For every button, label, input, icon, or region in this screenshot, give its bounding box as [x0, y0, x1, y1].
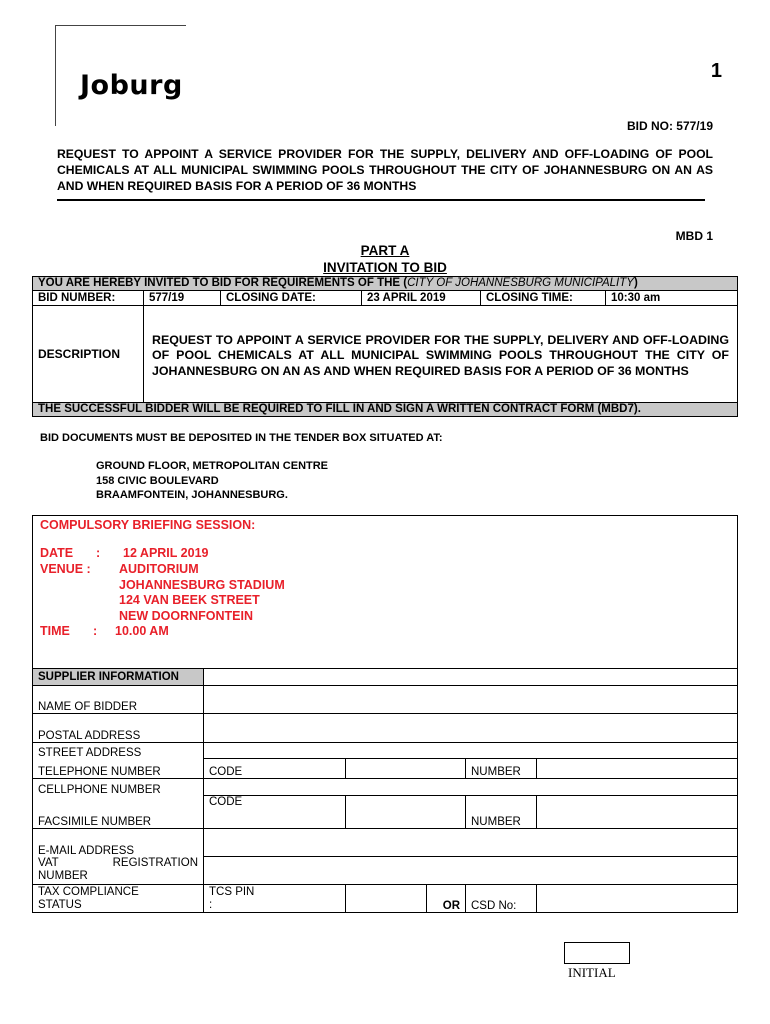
- part-heading: [0, 242, 770, 276]
- closing-date-value: 23 APRIL 2019: [362, 291, 481, 306]
- tcs-pin-field[interactable]: [346, 885, 427, 913]
- postal-address-field[interactable]: [204, 714, 738, 743]
- or-label: OR: [427, 885, 466, 913]
- description-label: DESCRIPTION: [33, 306, 144, 403]
- facsimile-number-label: FACSIMILE NUMBER: [33, 796, 204, 829]
- invitation-prefix: YOU ARE HEREBY INVITED TO BID FOR REQUIREMENTS OF THE (: [38, 277, 408, 289]
- name-of-bidder-label: NAME OF BIDDER: [33, 686, 204, 714]
- tax-compliance-label: [33, 885, 204, 913]
- briefing-session-box: [32, 515, 738, 669]
- facsimile-number-field[interactable]: [537, 796, 738, 829]
- tcs-pin-label: [204, 885, 346, 913]
- vat-label-part: REGISTRATION: [112, 857, 198, 870]
- name-of-bidder-field[interactable]: [204, 686, 738, 714]
- tender-box-address: [96, 459, 328, 503]
- joburg-logo: Joburg: [80, 70, 183, 101]
- briefing-venue-value: [119, 562, 285, 624]
- cellphone-number-field[interactable]: [204, 779, 738, 796]
- csd-number-label: CSD No:: [466, 885, 537, 913]
- initial-label: INITIAL: [568, 965, 616, 980]
- telephone-code-field[interactable]: [346, 759, 466, 779]
- briefing-time-value: 10.00 AM: [115, 624, 169, 638]
- supplier-info-header: SUPPLIER INFORMATION: [33, 669, 204, 686]
- briefing-venue-label: VENUE :: [40, 562, 91, 576]
- tax-label-part: STATUS: [38, 898, 82, 911]
- invitation-table: [32, 276, 738, 417]
- venue-line: 124 VAN BEEK STREET: [119, 593, 260, 607]
- bid-number-heading: BID NO: 577/19: [626, 119, 713, 133]
- initial-box[interactable]: [564, 942, 630, 964]
- street-address-label: STREET ADDRESS: [33, 743, 204, 759]
- invitation-banner: [33, 277, 738, 291]
- csd-number-field[interactable]: [537, 885, 738, 913]
- part-subtitle: INVITATION TO BID: [323, 260, 447, 275]
- title-divider: [57, 199, 705, 201]
- invitation-entity: CITY OF JOHANNESBURG MUNICIPALITY: [407, 277, 634, 289]
- deposit-instruction: BID DOCUMENTS MUST BE DEPOSITED IN THE TENDER BOX SITUATED AT:: [40, 432, 443, 444]
- tax-label-part: TAX COMPLIANCE: [38, 885, 139, 898]
- vat-registration-label: [33, 857, 204, 885]
- page-number: 1: [710, 60, 722, 82]
- part-title: PART A: [360, 243, 410, 258]
- briefing-time-colon: :: [93, 624, 98, 638]
- document-title: REQUEST TO APPOINT A SERVICE PROVIDER FOR THE SUPPLY, DELIVERY AND OFF-LOADING OF POOL CHEMICALS AT ALL MUNICIPAL SWIMMING POOLS THROUGHOUT THE CITY OF JOHANNESBURG ON AN AS AND WHEN REQUIRED BASIS FOR A PERIOD OF 36 MONTHS: [57, 147, 713, 193]
- bid-number-label: BID NUMBER:: [33, 291, 144, 306]
- vat-label-part: NUMBER: [38, 870, 88, 883]
- supplier-header-blank: [204, 669, 738, 686]
- facsimile-number-label-2: NUMBER: [466, 796, 537, 829]
- facsimile-code-label: CODE: [204, 796, 346, 829]
- briefing-title: COMPULSORY BRIEFING SESSION:: [40, 518, 256, 532]
- venue-line: JOHANNESBURG STADIUM: [119, 577, 285, 592]
- bid-number-value: 577/19: [144, 291, 221, 306]
- briefing-time-label: TIME: [40, 624, 70, 638]
- invitation-suffix: ): [633, 277, 638, 289]
- telephone-number-label-2: NUMBER: [466, 759, 537, 779]
- email-address-field[interactable]: [204, 829, 738, 857]
- telephone-code-label: CODE: [204, 759, 346, 779]
- form-code: MBD 1: [675, 229, 713, 243]
- telephone-number-field[interactable]: [537, 759, 738, 779]
- closing-date-label: CLOSING DATE:: [221, 291, 362, 306]
- briefing-date-colon: :: [96, 546, 101, 560]
- briefing-date-label: DATE: [40, 546, 74, 560]
- briefing-date-value: 12 APRIL 2019: [123, 546, 209, 560]
- address-line: GROUND FLOOR, METROPOLITAN CENTRE: [96, 460, 329, 472]
- closing-time-value: 10:30 am: [606, 291, 738, 306]
- vat-registration-field[interactable]: [204, 857, 738, 885]
- supplier-information-table: [32, 668, 738, 913]
- tcs-pin-colon: :: [209, 898, 213, 911]
- email-address-label: E-MAIL ADDRESS: [33, 829, 204, 857]
- venue-line: AUDITORIUM: [119, 562, 199, 576]
- tcs-pin-text: TCS PIN: [209, 885, 255, 898]
- address-line: 158 CIVIC BOULEVARD: [96, 474, 219, 487]
- venue-line: NEW DOORNFONTEIN: [119, 608, 254, 623]
- contract-notice: THE SUCCESSFUL BIDDER WILL BE REQUIRED TO FILL IN AND SIGN A WRITTEN CONTRACT FORM (MBD7).: [33, 403, 738, 417]
- facsimile-code-field[interactable]: [346, 796, 466, 829]
- cellphone-number-label: CELLPHONE NUMBER: [33, 779, 204, 796]
- vat-label-part: VAT: [38, 857, 59, 870]
- telephone-number-label: TELEPHONE NUMBER: [33, 759, 204, 779]
- postal-address-label: POSTAL ADDRESS: [33, 714, 204, 743]
- description-value: REQUEST TO APPOINT A SERVICE PROVIDER FOR THE SUPPLY, DELIVERY AND OFF-LOADING OF POOL CHEMICALS AT ALL MUNICIPAL SWIMMING POOLS THROUGHOUT THE CITY OF JOHANNESBURG ON AN AS AND WHEN REQUIRED BASIS FOR A PERIOD OF 36 MONTHS: [144, 306, 738, 403]
- address-line: BRAAMFONTEIN, JOHANNESBURG.: [96, 489, 288, 501]
- closing-time-label: CLOSING TIME:: [481, 291, 606, 306]
- street-address-field[interactable]: [204, 743, 738, 759]
